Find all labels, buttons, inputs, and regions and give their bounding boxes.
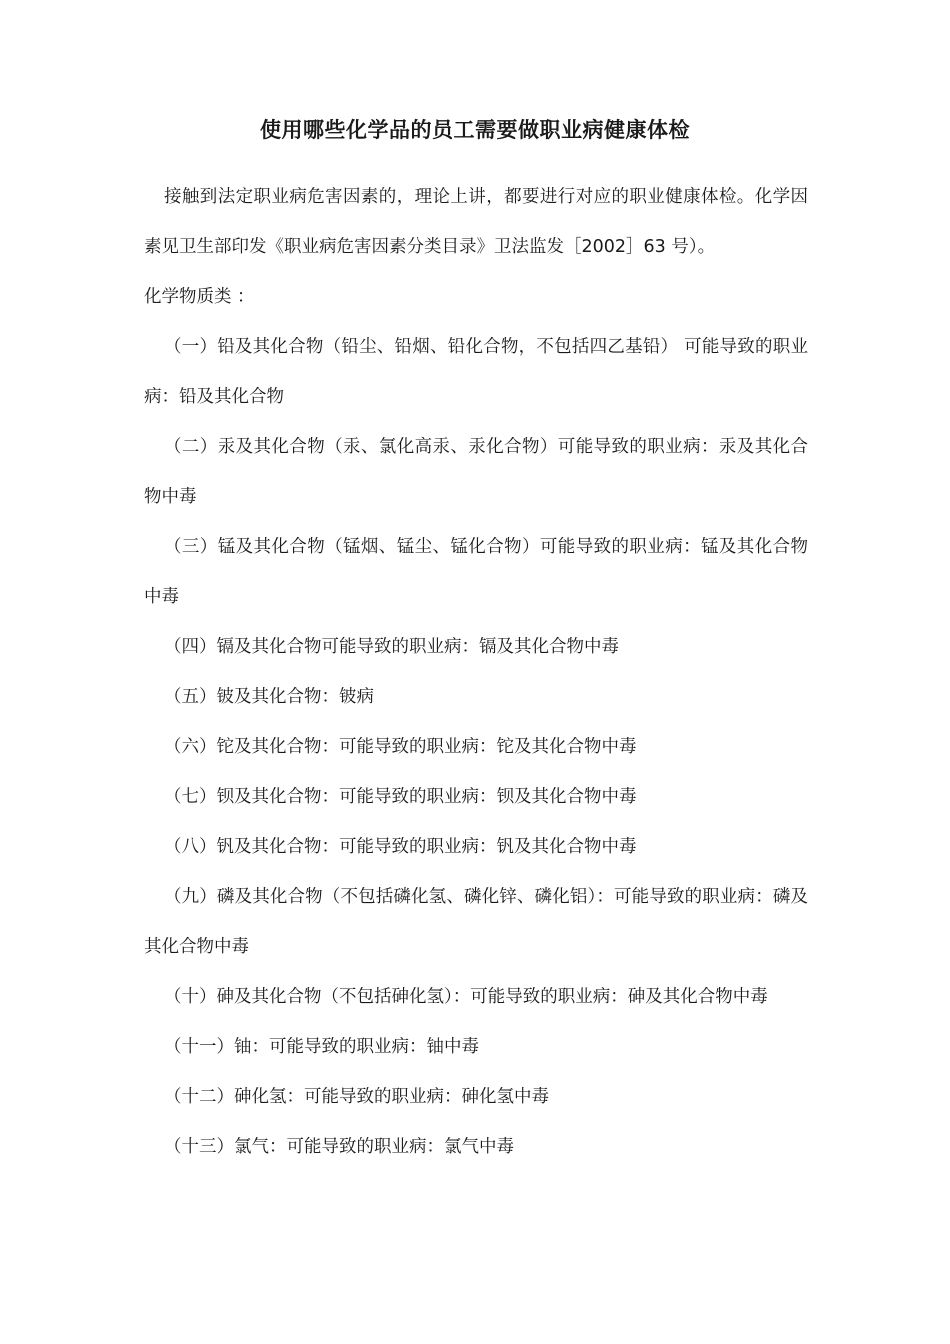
list-item: （八）钒及其化合物：可能导致的职业病：钒及其化合物中毒 <box>164 837 637 857</box>
list-item: （九）磷及其化合物（不包括磷化氢、磷化锌、磷化铝）：可能导致的职业病：磷及其化合物中毒 <box>144 887 808 957</box>
list-item: （四）镉及其化合物可能导致的职业病：镉及其化合物中毒 <box>164 637 619 657</box>
document-body <box>144 172 808 1172</box>
list-item: （十）砷及其化合物（不包括砷化氢）：可能导致的职业病：砷及其化合物中毒 <box>164 987 768 1007</box>
list-item: （七）钡及其化合物：可能导致的职业病：钡及其化合物中毒 <box>164 787 637 807</box>
category-heading: 化学物质类 ： <box>144 287 255 307</box>
list-item: （十三）氯气：可能导致的职业病：氯气中毒 <box>164 1137 514 1157</box>
document-title: 使用哪些化学品的员工需要做职业病健康体检 <box>260 118 690 142</box>
list-item: （三）锰及其化合物（锰烟、锰尘、锰化合物）可能导致的职业病：锰及其化合物中毒 <box>144 537 808 607</box>
list-item: （十一）铀：可能导致的职业病：铀中毒 <box>164 1037 479 1057</box>
list-item: （五）铍及其化合物：铍病 <box>164 687 374 707</box>
intro-paragraph: 接触到法定职业病危害因素的，理论上讲，都要进行对应的职业健康体检。化学因素见卫生部印发《职业病危害因素分类目录》卫法监发［2002］63 号）。 <box>144 187 808 257</box>
list-item: （十二）砷化氢：可能导致的职业病：砷化氢中毒 <box>164 1087 549 1107</box>
list-item: （六）铊及其化合物：可能导致的职业病：铊及其化合物中毒 <box>164 737 637 757</box>
list-item: （一）铅及其化合物（铅尘、铅烟、铅化合物，不包括四乙基铅） 可能导致的职业病：铅及其化合物 <box>144 337 808 407</box>
list-item: （二）汞及其化合物（汞、氯化高汞、汞化合物）可能导致的职业病：汞及其化合物中毒 <box>144 437 808 507</box>
